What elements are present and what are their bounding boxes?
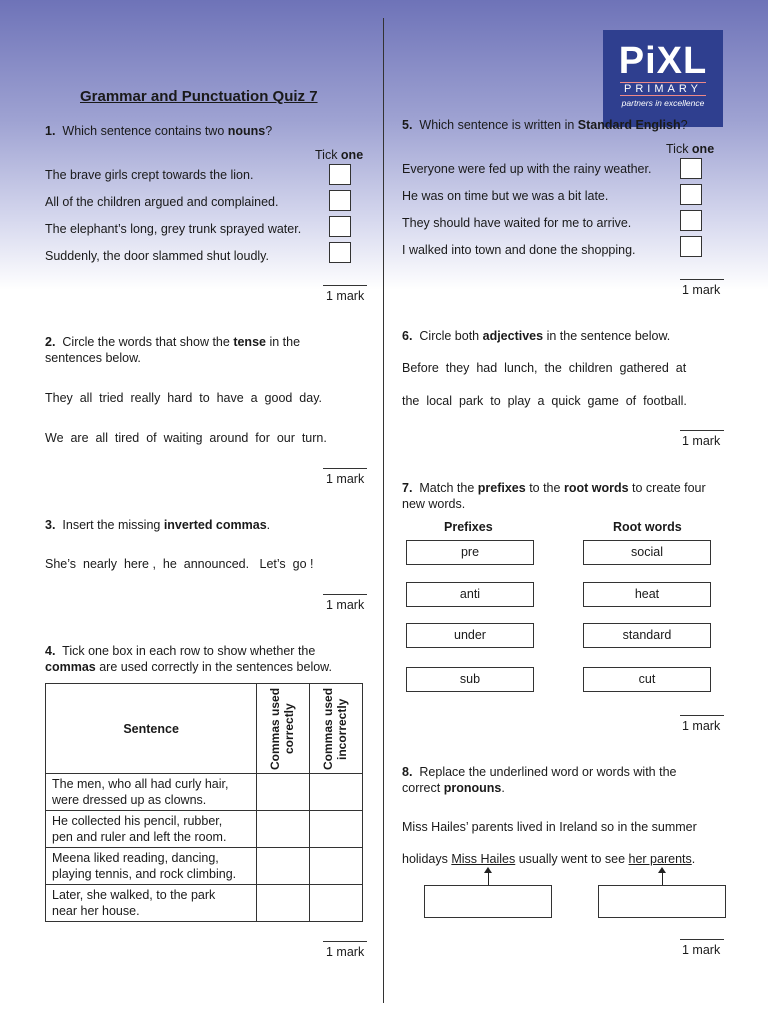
q5-tick-box-2[interactable] xyxy=(680,184,702,205)
q5-mark: 1 mark xyxy=(682,283,721,297)
q4-col-incorrect xyxy=(310,684,363,774)
q1-mark: 1 mark xyxy=(326,289,365,303)
logo-tagline: partners in excellence xyxy=(621,98,705,108)
q5-option-4: I walked into town and done the shopping. xyxy=(402,243,636,257)
q5-tick-label xyxy=(666,142,714,156)
q3-mark-line xyxy=(323,594,367,595)
table-row xyxy=(46,848,363,885)
q8-arrow-up-icon-2 xyxy=(662,871,663,885)
q4-col-correct-label: Commas used correctly xyxy=(268,687,297,770)
q7-prefix-3[interactable]: under xyxy=(406,623,534,648)
q3-bold: inverted commas xyxy=(163,518,267,532)
q4-row-2-line-1: He collected his pencil, rubber, xyxy=(52,814,223,828)
q4-col-incorrect-label: Commas used incorrectly xyxy=(321,687,350,770)
tick-bold-2: one xyxy=(691,142,715,156)
tick-prefix: Tick xyxy=(315,148,341,162)
q4-bold: commas xyxy=(45,660,96,674)
q7-prompt xyxy=(402,480,742,512)
q4-row-1-incorrect-box[interactable] xyxy=(310,774,363,811)
q7-prefixes-heading: Prefixes xyxy=(444,520,493,534)
q5-tick-box-3[interactable] xyxy=(680,210,702,231)
q6-number: 6. xyxy=(402,329,413,343)
q1-option-4: Suddenly, the door slammed shut loudly. xyxy=(45,249,269,263)
logo-primary: PRIMARY xyxy=(620,82,706,96)
q4-text: Tick one box in each row to show whether the xyxy=(62,644,316,658)
q8-mark-line xyxy=(680,939,724,940)
q8-prompt xyxy=(402,764,742,796)
tick-prefix-2: Tick xyxy=(666,142,692,156)
pixl-logo xyxy=(603,30,723,127)
q4-prompt xyxy=(45,643,365,675)
q1-option-1: The brave girls crept towards the lion. xyxy=(45,168,254,182)
table-row xyxy=(46,811,363,848)
tick-bold: one xyxy=(340,148,364,162)
q4-commas-table xyxy=(45,683,363,922)
q1-tick-box-4[interactable] xyxy=(329,242,351,263)
q4-row-3-incorrect-box[interactable] xyxy=(310,848,363,885)
q2-mark-line xyxy=(323,468,367,469)
q4-row-2-line-2: pen and ruler and left the room. xyxy=(52,830,227,844)
q4-row-1-line-2: were dressed up as clowns. xyxy=(52,793,207,807)
q2-sentence-1: They all tried really hard to have a good day. xyxy=(45,391,323,405)
q7-post: to create four xyxy=(628,481,706,495)
q6-sentence-line-1: Before they had lunch, the children gathered at xyxy=(402,361,687,375)
q6-prompt xyxy=(402,328,670,344)
q1-mark-line xyxy=(323,285,367,286)
q4-row-3-sentence xyxy=(46,848,257,885)
q5-number: 5. xyxy=(402,118,413,132)
q8-post: . xyxy=(501,781,505,795)
q8-text: Replace the underlined word or words with the xyxy=(419,765,677,779)
q1-bold: nouns xyxy=(227,124,266,138)
q1-tick-label xyxy=(315,148,363,162)
q7-mark-line xyxy=(680,715,724,716)
q8-arrow-up-icon-1 xyxy=(488,871,489,885)
q1-text: Which sentence contains two xyxy=(62,124,228,138)
q4-row-2-sentence xyxy=(46,811,257,848)
q7-root-2[interactable]: heat xyxy=(583,582,711,607)
q4-row-4-incorrect-box[interactable] xyxy=(310,885,363,922)
q8-sentence-line-2 xyxy=(402,852,695,866)
q4-number: 4. xyxy=(45,644,56,658)
q5-post: ? xyxy=(680,118,688,132)
column-divider xyxy=(383,18,384,1003)
q2-text: Circle the words that show the xyxy=(62,335,234,349)
q5-option-2: He was on time but we was a bit late. xyxy=(402,189,609,203)
q3-text: Insert the missing xyxy=(62,518,164,532)
q5-prompt xyxy=(402,117,688,133)
q4-row-4-line-1: Later, she walked, to the park xyxy=(52,888,216,902)
q4-row-3-line-2: playing tennis, and rock climbing. xyxy=(52,867,237,881)
q1-tick-box-3[interactable] xyxy=(329,216,351,237)
q1-tick-box-2[interactable] xyxy=(329,190,351,211)
q4-row-1-line-1: The men, who all had curly hair, xyxy=(52,777,229,791)
q7-text: Match the xyxy=(419,481,478,495)
q1-prompt xyxy=(45,123,272,139)
q6-post: in the sentence below. xyxy=(543,329,671,343)
q4-post: are used correctly in the sentences below. xyxy=(95,660,332,674)
q6-text: Circle both xyxy=(419,329,483,343)
q6-mark: 1 mark xyxy=(682,434,721,448)
q7-root-4[interactable]: cut xyxy=(583,667,711,692)
q5-tick-box-4[interactable] xyxy=(680,236,702,257)
q5-mark-line xyxy=(680,279,724,280)
q7-prefix-4[interactable]: sub xyxy=(406,667,534,692)
q6-sentence-line-2: the local park to play a quick game of football. xyxy=(402,394,687,408)
q8-line4-mid: usually went to see xyxy=(515,852,629,866)
q7-text-mid: to the xyxy=(525,481,564,495)
q2-text-line2: sentences below. xyxy=(45,351,141,365)
q7-number: 7. xyxy=(402,481,413,495)
q7-prefix-2[interactable]: anti xyxy=(406,582,534,607)
q4-mark-line xyxy=(323,941,367,942)
q5-option-1: Everyone were fed up with the rainy weather. xyxy=(402,162,652,176)
q4-row-1-sentence xyxy=(46,774,257,811)
q8-number: 8. xyxy=(402,765,413,779)
q8-underlined-1: Miss Hailes xyxy=(451,852,516,866)
q7-bold-roots: root words xyxy=(563,481,629,495)
q7-root-1[interactable]: social xyxy=(583,540,711,565)
q7-mark: 1 mark xyxy=(682,719,721,733)
q8-answer-box-2[interactable] xyxy=(598,885,726,918)
q5-option-3: They should have waited for me to arrive. xyxy=(402,216,632,230)
q7-text-line2: new words. xyxy=(402,497,466,511)
q4-row-1-correct-box[interactable] xyxy=(257,774,310,811)
q5-text: Which sentence is written in xyxy=(419,118,578,132)
q8-answer-box-1[interactable] xyxy=(424,885,552,918)
q2-post: in the xyxy=(265,335,301,349)
q8-sentence-line-1: Miss Hailes’ parents lived in Ireland so in the summer xyxy=(402,820,697,834)
q5-bold: Standard English xyxy=(577,118,681,132)
q6-bold: adjectives xyxy=(482,329,544,343)
q8-bold: pronouns xyxy=(443,781,502,795)
q4-col-correct xyxy=(257,684,310,774)
logo-brand: PiXL xyxy=(618,40,708,82)
q4-row-4-line-2: near her house. xyxy=(52,904,140,918)
quiz-title: Grammar and Punctuation Quiz 7 xyxy=(80,88,318,105)
q1-option-2: All of the children argued and complained. xyxy=(45,195,279,209)
q4-row-4-sentence xyxy=(46,885,257,922)
q4-row-2-incorrect-box[interactable] xyxy=(310,811,363,848)
q8-mark: 1 mark xyxy=(682,943,721,957)
q4-row-3-correct-box[interactable] xyxy=(257,848,310,885)
q3-post: . xyxy=(266,518,271,532)
q8-line4-post: . xyxy=(691,852,696,866)
q4-row-3-line-1: Meena liked reading, dancing, xyxy=(52,851,219,865)
q4-col-sentence: Sentence xyxy=(46,684,257,774)
q1-tick-box-1[interactable] xyxy=(329,164,351,185)
q8-text-line2: correct xyxy=(402,781,444,795)
q4-row-4-correct-box[interactable] xyxy=(257,885,310,922)
table-row xyxy=(46,885,363,922)
q2-sentence-2: We are all tired of waiting around for our turn. xyxy=(45,431,327,445)
q1-number: 1. xyxy=(45,124,56,138)
q3-mark: 1 mark xyxy=(326,598,365,612)
q1-option-3: The elephant’s long, grey trunk sprayed water. xyxy=(45,222,302,236)
q2-prompt xyxy=(45,334,345,366)
q4-mark: 1 mark xyxy=(326,945,365,959)
q3-prompt xyxy=(45,517,270,533)
q4-row-2-correct-box[interactable] xyxy=(257,811,310,848)
q8-line4-pre: holidays xyxy=(402,852,452,866)
q7-roots-heading: Root words xyxy=(613,520,682,534)
q7-bold-prefixes: prefixes xyxy=(477,481,526,495)
q8-underlined-2: her parents xyxy=(628,852,692,866)
q7-prefix-1[interactable]: pre xyxy=(406,540,534,565)
q1-post: ? xyxy=(265,124,273,138)
q2-number: 2. xyxy=(45,335,56,349)
q7-root-3[interactable]: standard xyxy=(583,623,711,648)
q6-mark-line xyxy=(680,430,724,431)
q3-number: 3. xyxy=(45,518,56,532)
q5-tick-box-1[interactable] xyxy=(680,158,702,179)
q3-sentence: She’s nearly here , he announced. Let’s go ! xyxy=(45,557,314,571)
q2-bold: tense xyxy=(233,335,266,349)
q2-mark: 1 mark xyxy=(326,472,365,486)
table-row xyxy=(46,774,363,811)
